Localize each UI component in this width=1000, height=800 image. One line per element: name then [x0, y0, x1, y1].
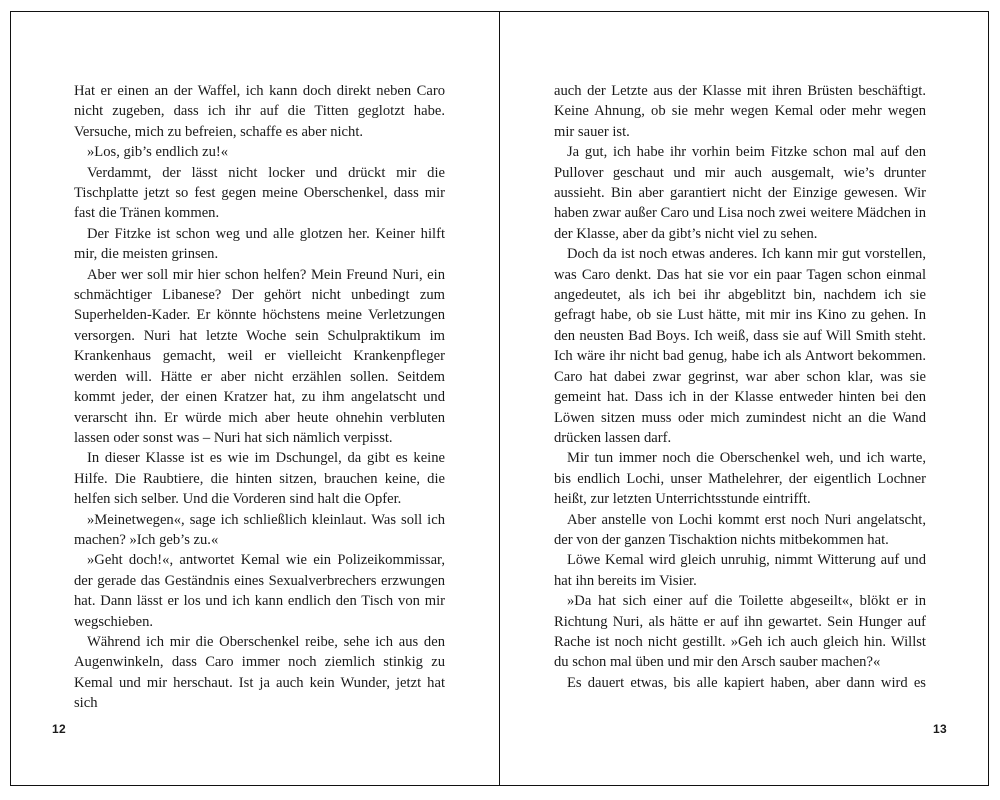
paragraph: Doch da ist noch etwas anderes. Ich kann mir gut vorstellen, was Caro denkt. Das hat sie vor ein paar Tagen schon einmal angedeutet, als ich bei ihr abgeblitzt bin, nachdem ich sie gefragt habe, ob sie Lust hätte, mit mir ins Kino zu gehen. In den neusten Bad Boys. Ich weiß, dass sie auf Will Smith steht. Ich wäre ihr nicht bad genug, habe ich als Antwort bekommen. Caro hat dabei zwar gegrinst, war aber schon klar, was sie gemeint hat. Dass ich in der Klasse entweder hinten bei den Löwen sitzen muss oder mich zumindest nicht an die Wand drücken lassen darf. [554, 246, 926, 446]
paragraph: »Geht doch!«, antwortet Kemal wie ein Polizeikommissar, der gerade das Geständnis eines Sexualverbrechers erzwungen hat. Dann lässt er los und ich kann endlich den Tisch von mir wegschieben. [74, 552, 445, 630]
paragraph: Aber wer soll mir hier schon helfen? Mein Freund Nuri, ein schmächtiger Libanese? Der gehört nicht unbedingt zum Superhelden-Kader. Er könnte höchstens meine Verletzungen versorgen. Nuri hat letzte Woche sein Schulpraktikum im Krankenhaus gemacht, weil er vielleicht Krankenpfleger werden will. Hätte er aber nicht erzählen sollen. Seitdem kommt jeder, der einen Kratzer hat, zu ihm angelatscht und verarscht ihn. Er würde mich aber heute ohnehin verbluten lassen oder sonst was – Nuri hat sich nämlich verpisst. [74, 266, 445, 446]
left-page-text [74, 81, 445, 714]
paragraph: Der Fitzke ist schon weg und alle glotzen her. Keiner hilft mir, die meisten grinsen. [74, 225, 445, 263]
paragraph: »Meinetwegen«, sage ich schließlich kleinlaut. Was soll ich machen? »Ich geb’s zu.« [74, 511, 445, 548]
paragraph: Aber anstelle von Lochi kommt erst noch Nuri angelatscht, der von der ganzen Tischaktion nichts mitbekommen hat. [554, 511, 926, 548]
page-number: 12 [52, 722, 66, 736]
paragraph: Verdammt, der lässt nicht locker und drückt mir die Tischplatte jetzt so fest gegen meine Oberschenkel, dass mir fast die Tränen kommen. [74, 164, 445, 222]
right-page-text [554, 81, 926, 693]
right-page [500, 11, 989, 786]
paragraph: Ja gut, ich habe ihr vorhin beim Fitzke schon mal auf den Pullover geschaut und mir auch ausgemalt, wie’s drunter aussieht. Bin aber garantiert nicht der Einzige gewesen. Wir haben zwar außer Caro und Lisa noch zwei weitere Mädchen in der Klasse, aber da gibt’s nicht viel zu sehen. [554, 144, 926, 242]
paragraph: Es dauert etwas, bis alle kapiert haben, aber dann wird es [567, 674, 926, 691]
paragraph: Mir tun immer noch die Oberschenkel weh, und ich warte, bis endlich Lochi, unser Mathelehrer, der eigentlich Lochner heißt, zur letzten Unterrichtsstunde eintrifft. [554, 450, 926, 508]
page-number: 13 [933, 722, 947, 736]
paragraph: In dieser Klasse ist es wie im Dschungel, da gibt es keine Hilfe. Die Raubtiere, die hinten sitzen, brauchen keine, die helfen sich selber. Und die Vorderen sind halt die Opfer. [74, 450, 445, 508]
paragraph: Löwe Kemal wird gleich unruhig, nimmt Witterung auf und hat ihn bereits im Visier. [554, 552, 926, 589]
left-page [10, 11, 499, 786]
paragraph: Hat er einen an der Waffel, ich kann doch direkt neben Caro nicht zugeben, dass ich ihr auf die Titten geglotzt habe. Versuche, mich zu befreien, schaffe es aber nicht. [74, 83, 445, 140]
paragraph: Während ich mir die Oberschenkel reibe, sehe ich aus den Augenwinkeln, dass Caro immer noch ziemlich stinkig zu Kemal und mir herschaut. Ist ja auch kein Wunder, jetzt hat sich [74, 633, 445, 712]
paragraph: auch der Letzte aus der Klasse mit ihren Brüsten beschäftigt. Keine Ahnung, ob sie mehr wegen Kemal oder mehr wegen mir sauer ist. [554, 83, 926, 140]
paragraph: »Da hat sich einer auf die Toilette abgeseilt«, blökt er in Richtung Nuri, als hätte er auf ihn gewartet. Sein Hunger auf Rache ist noch nicht gestillt. »Geh ich auch gleich hin. Willst du schon mal üben und mir den Arsch sauber machen?« [554, 593, 926, 671]
paragraph: »Los, gib’s endlich zu!« [87, 144, 229, 161]
